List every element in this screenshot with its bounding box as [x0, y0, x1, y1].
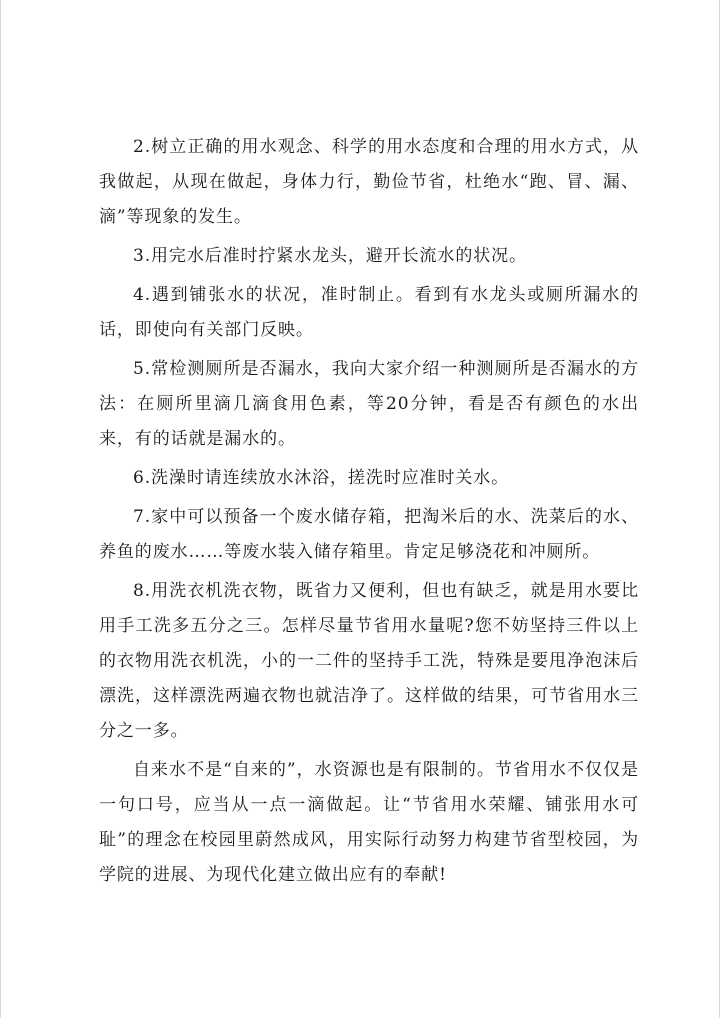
paragraph-item-7: 7.家中可以预备一个废水储存箱，把淘米后的水、洗菜后的水、养鱼的废水……等废水装入储存箱里。肯定足够浇花和冲厕所。 [99, 507, 639, 562]
paragraph-item-5: 5.常检测厕所是否漏水，我向大家介绍一种测厕所是否漏水的方法：在厕所里滴几滴食用色素，等20分钟，看是否有颜色的水出来，有的话就是漏水的。 [99, 359, 639, 449]
paragraph-item-4: 4.遇到铺张水的状况，准时制止。看到有水龙头或厕所漏水的话，即使向有关部门反映。 [99, 285, 639, 340]
paragraph-item-2: 2.树立正确的用水观念、科学的用水态度和合理的用水方式，从我做起，从现在做起，身体力行，勤俭节省，杜绝水“跑、冒、漏、滴”等现象的发生。 [99, 137, 639, 227]
paragraph-item-6: 6.洗澡时请连续放水沐浴，搓洗时应准时关水。 [133, 468, 510, 488]
paragraph-item-8: 8.用洗衣机洗衣物，既省力又便利，但也有缺乏，就是用水要比用手工洗多五分之三。怎样尽量节省用水量呢?您不妨坚持三件以上的衣物用洗衣机洗，小的一二件的坚持手工洗，特殊是要甩净泡沫后漂洗，这样漂洗两遍衣物也就洁净了。这样做的结果，可节省用水三分之一多。 [99, 581, 639, 741]
document-body [99, 130, 639, 897]
paragraph-conclusion: 自来水不是“自来的”，水资源也是有限制的。节省用水不仅仅是一句口号，应当从一点一滴做起。让“节省用水荣耀、铺张用水可耻”的理念在校园里蔚然成风，用实际行动努力构建节省型校园，为学院的进展、为现代化建立做出应有的奉献! [99, 760, 639, 885]
paragraph-item-3: 3.用完水后准时拧紧水龙头，避开长流水的状况。 [133, 246, 527, 266]
